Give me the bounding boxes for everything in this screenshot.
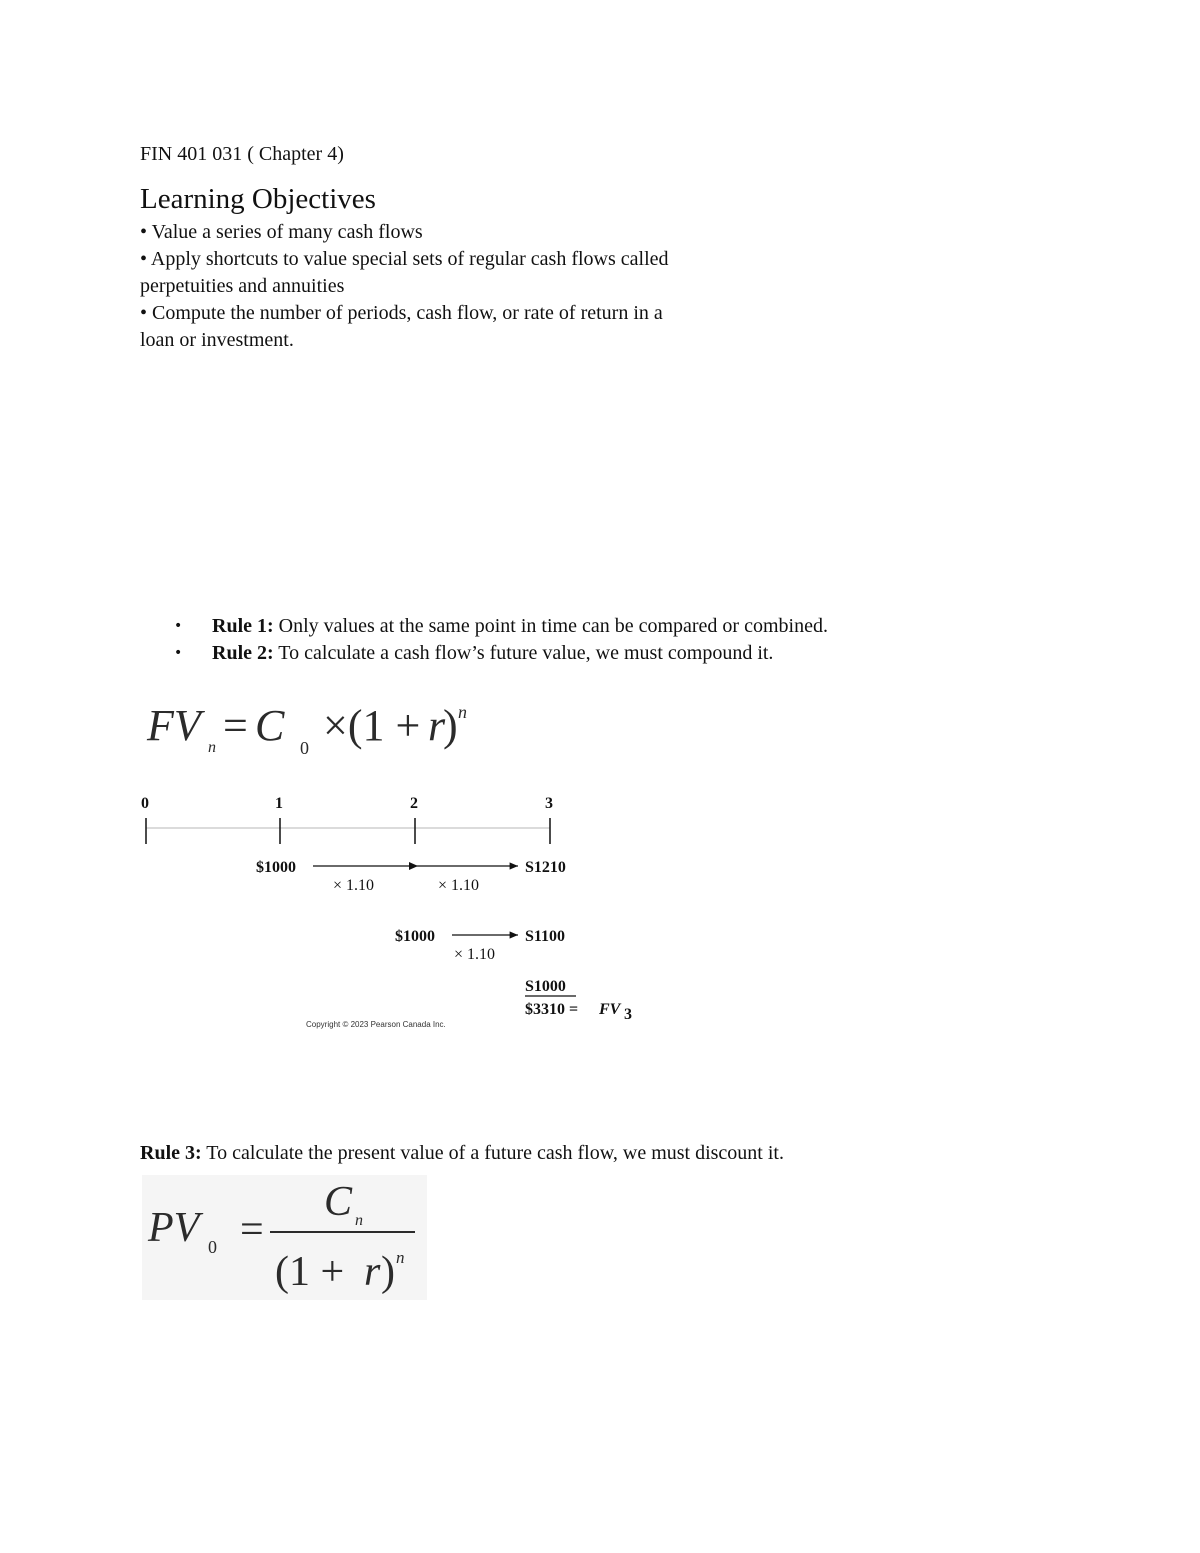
row1-mult: × 1.10: [438, 877, 480, 894]
rule-1: [140, 613, 828, 640]
row2-mult: × 1.10: [454, 946, 496, 963]
timeline-diagram: [138, 788, 648, 1033]
pv-den-close: ): [381, 1249, 395, 1295]
pv-numerator-sub: n: [355, 1212, 363, 1229]
fv-equals: =: [223, 701, 248, 750]
period-label: 0: [141, 795, 149, 812]
pv-exp: n: [396, 1248, 405, 1267]
objectives-title: Learning Objectives: [140, 183, 376, 215]
rule-text: Only values at the same point in time can be compared or combined.: [273, 615, 828, 637]
rule-2: [140, 640, 828, 667]
pv-lhs-sub: 0: [208, 1237, 217, 1257]
bullet: •: [174, 618, 183, 634]
total-fv-sub: 3: [624, 1006, 632, 1023]
row1-mid-arrowhead: [409, 862, 418, 870]
objectives-list: [140, 219, 680, 354]
pv-r: r: [364, 1249, 381, 1295]
pv-numerator: C: [324, 1179, 353, 1225]
fv-times: ×(1 +: [323, 701, 421, 750]
fv-formula: [145, 696, 485, 766]
rules-list: [140, 613, 828, 667]
fv-exp: n: [458, 702, 467, 722]
fv-c: C: [255, 701, 285, 750]
row1-end: S1210: [525, 859, 566, 876]
total-value: $3310 =: [525, 1001, 579, 1018]
copyright-note: Copyright © 2023 Pearson Canada Inc.: [306, 1020, 446, 1029]
period-label: 1: [275, 795, 283, 812]
fv-lhs-sub: n: [208, 739, 216, 756]
rule-text: To calculate the present value of a future cash flow, we must discount it.: [201, 1142, 784, 1164]
objective-item: • Apply shortcuts to value special sets of regular cash flows called perpetuities and annuities: [140, 248, 669, 297]
objective-item: • Compute the number of periods, cash flow, or rate of return in a loan or investment.: [140, 302, 663, 351]
course-header: FIN 401 031 ( Chapter 4): [140, 143, 344, 165]
pv-den-open: (1 +: [275, 1249, 345, 1295]
row2-end: S1100: [525, 928, 566, 945]
row3-value: S1000: [525, 978, 566, 995]
pv-equals: =: [240, 1207, 264, 1253]
period-label: 2: [410, 795, 418, 812]
row1-start: $1000: [256, 859, 296, 876]
bullet: •: [174, 645, 183, 661]
rule-text: To calculate a cash flow’s future value, we must compound it.: [273, 642, 774, 664]
fv-c-sub: 0: [300, 738, 309, 758]
fv-r: r: [428, 701, 446, 750]
row2-start: $1000: [395, 928, 435, 945]
rule-label: Rule 2:: [212, 642, 274, 664]
fv-close: ): [443, 701, 458, 750]
pv-formula: [142, 1175, 427, 1300]
fv-lhs: FV: [147, 701, 201, 750]
pv-lhs: PV: [148, 1205, 200, 1251]
period-label: 3: [545, 795, 553, 812]
rule-3: [140, 1142, 784, 1165]
total-fv: FV: [599, 1001, 621, 1018]
rule-label: Rule 1:: [212, 615, 274, 637]
rule-label: Rule 3:: [140, 1142, 202, 1164]
objective-item: • Value a series of many cash flows: [140, 221, 423, 243]
row1-mult: × 1.10: [333, 877, 375, 894]
